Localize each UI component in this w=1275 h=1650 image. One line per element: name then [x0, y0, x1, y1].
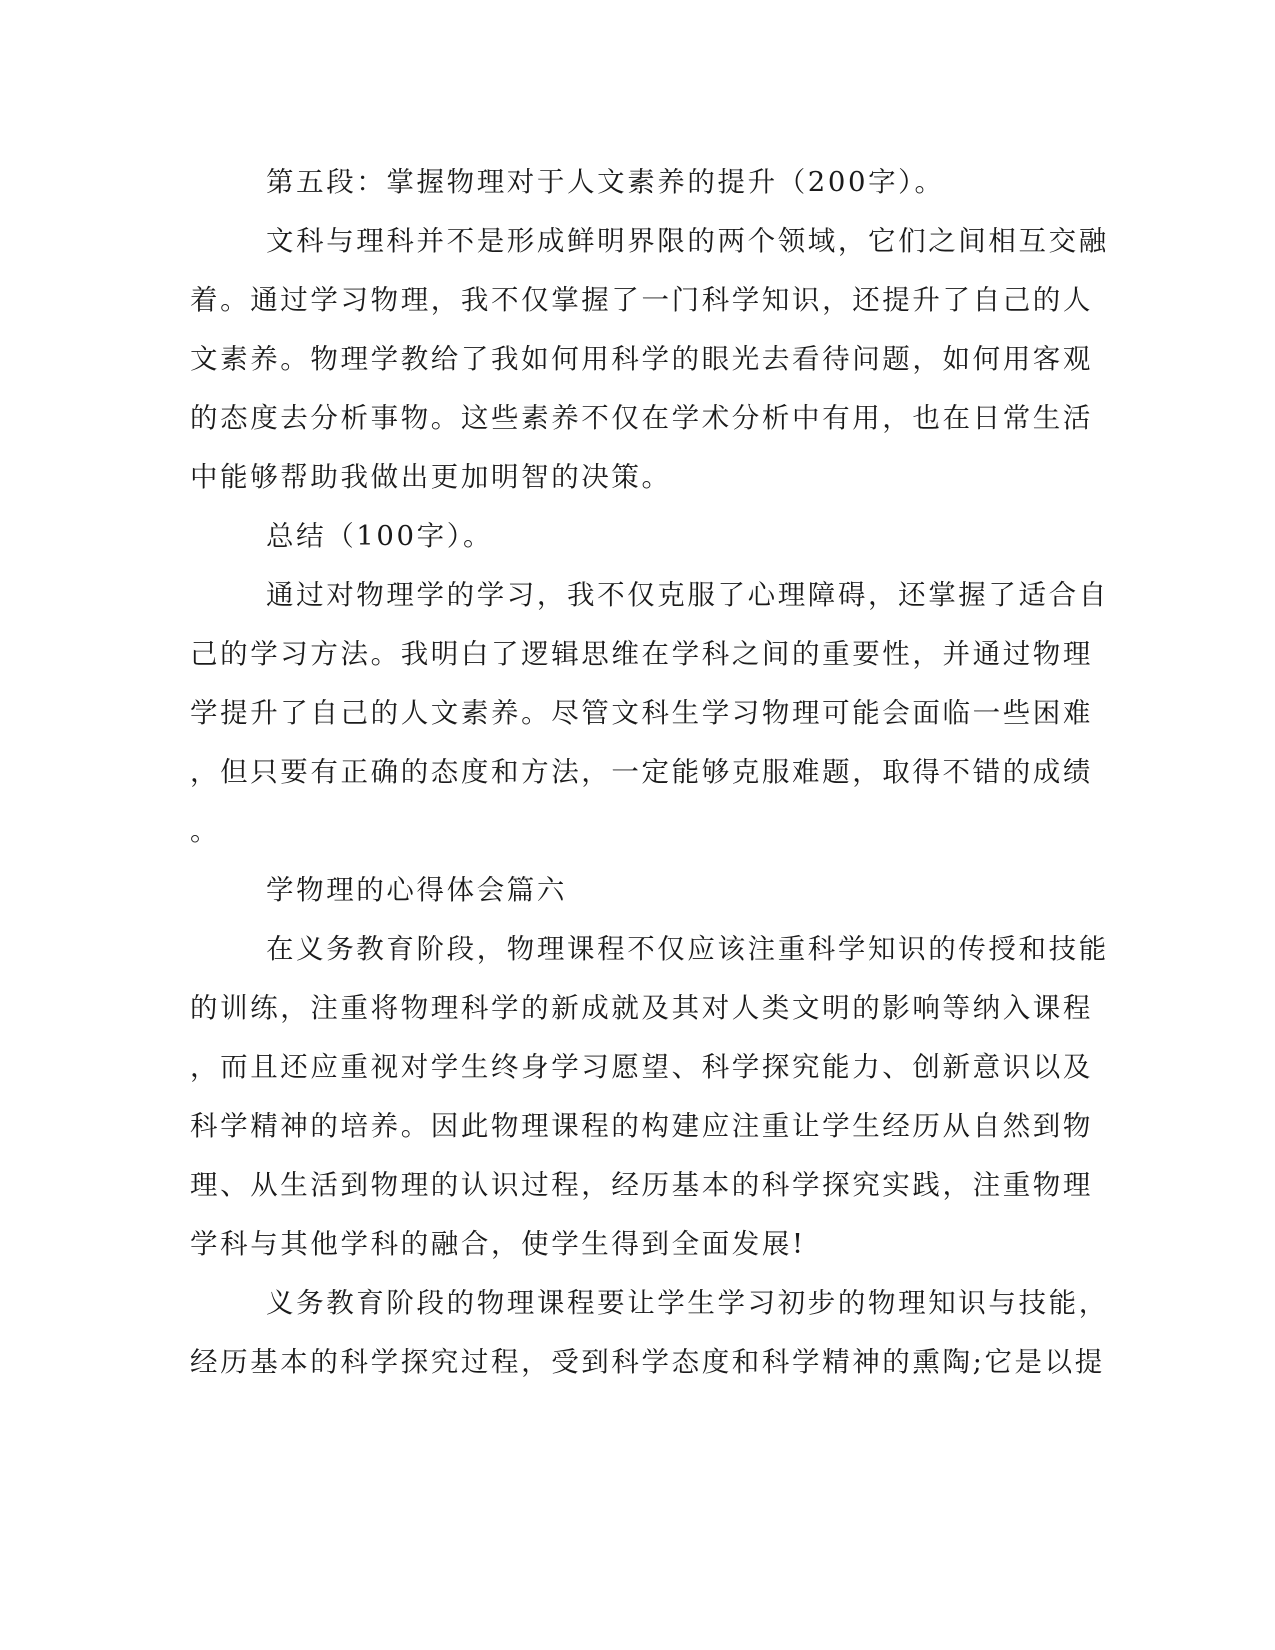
paragraph-line: 义务教育阶段的物理课程要让学生学习初步的物理知识与技能，: [266, 1287, 1109, 1319]
paragraph-line: 的态度去分析事物。这些素养不仅在学术分析中有用，也在日常生活: [190, 402, 1093, 434]
paragraph-line: 学科与其他学科的融合，使学生得到全面发展!: [190, 1228, 806, 1260]
paragraph-line: 经历基本的科学探究过程，受到科学态度和科学精神的熏陶;它是以提: [190, 1346, 1105, 1378]
paragraph-line: 理、从生活到物理的认识过程，经历基本的科学探究实践，注重物理: [190, 1169, 1093, 1201]
paragraph-line: 着。通过学习物理，我不仅掌握了一门科学知识，还提升了自己的人: [190, 284, 1093, 316]
paragraph-line: 通过对物理学的学习，我不仅克服了心理障碍，还掌握了适合自: [266, 579, 1109, 611]
article-title-six: 学物理的心得体会篇六: [266, 874, 567, 906]
paragraph-line: 文科与理科并不是形成鲜明界限的两个领域，它们之间相互交融: [266, 225, 1109, 257]
paragraph-line: 在义务教育阶段，物理课程不仅应该注重科学知识的传授和技能: [266, 933, 1109, 965]
paragraph-line: 学提升了自己的人文素养。尽管文科生学习物理可能会面临一些困难: [190, 697, 1093, 729]
paragraph-line: 科学精神的培养。因此物理课程的构建应注重让学生经历从自然到物: [190, 1110, 1093, 1142]
paragraph-line: 。: [190, 815, 221, 847]
paragraph-line: 文素养。物理学教给了我如何用科学的眼光去看待问题，如何用客观: [190, 343, 1093, 375]
paragraph-line: 的训练，注重将物理科学的新成就及其对人类文明的影响等纳入课程: [190, 992, 1093, 1024]
paragraph-line: 中能够帮助我做出更加明智的决策。: [190, 461, 672, 493]
section-heading-summary: 总结（100字）。: [266, 520, 494, 552]
section-heading-five: 第五段：掌握物理对于人文素养的提升（200字）。: [266, 166, 945, 198]
paragraph-line: 己的学习方法。我明白了逻辑思维在学科之间的重要性，并通过物理: [190, 638, 1093, 670]
paragraph-line: ，但只要有正确的态度和方法，一定能够克服难题，取得不错的成绩: [190, 756, 1093, 788]
paragraph-line: ，而且还应重视对学生终身学习愿望、科学探究能力、创新意识以及: [190, 1051, 1093, 1083]
